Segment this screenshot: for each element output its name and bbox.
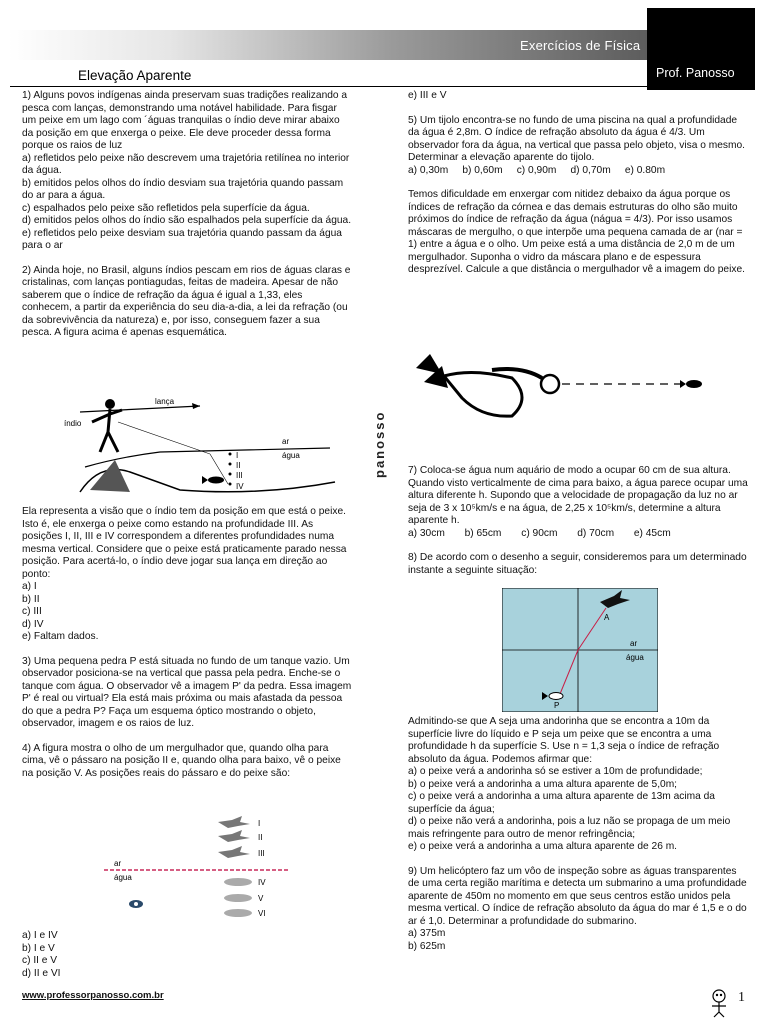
left-column-q2-q4 xyxy=(22,506,352,780)
fish-shape-iv xyxy=(224,878,252,886)
answer-option: a) o peixe verá a andorinha só se estiver a 10m de profundidade; xyxy=(408,766,703,777)
mascot-icon xyxy=(706,986,732,1018)
diver-body xyxy=(444,372,522,416)
question-text: Admitindo-se que A seja uma andorinha que se encontra a 10m da superfície livre do líquido e P seja um peixe que se encontra a uma profundidade h da superfície S. Use n = 1,3 seja o índice de refração absoluto da água. Podemos afirmar que: xyxy=(408,716,720,765)
bird-shape-i xyxy=(218,816,250,828)
answer-option: e) refletidos pelo peixe desviam sua trajetória quando passam da água para o ar xyxy=(22,227,342,251)
light-ray xyxy=(118,422,210,454)
header-author: Prof. Panosso xyxy=(656,66,735,80)
answer-option: c) III xyxy=(22,606,42,617)
indian-head xyxy=(105,399,115,409)
figure-diver-bird-fish xyxy=(100,812,300,924)
answer-option: e) III e V xyxy=(408,90,447,101)
question-text: 4) A figura mostra o olho de um mergulhador que, quando olha para cima, vê o pássaro na posição II e, quando olha para baixo, vê o peixe na posição V. As posições reais do pássaro e do peixe são: xyxy=(22,742,341,779)
answer-options-row: a) 30cm b) 65cm c) 90cm d) 70cm e) 45cm xyxy=(408,527,671,539)
answer-option: d) emitidos pelos olhos do índio são espalhados pela superfície da água. xyxy=(22,215,352,226)
fish-shape-vi xyxy=(224,909,252,917)
label-pos-i: I xyxy=(258,819,261,828)
question-text: Ela representa a visão que o índio tem da posição em que está o peixe. Isto é, ele enxerga o peixe como estando na profundidade III. As posições I, II, III e IV correspondem a diferentes profundidades numa mesma vertical. Considere que o peixe está praticamente parado nessa posição. Para acertá-lo, o índio deve jogar sua lança em direção ao ponto: xyxy=(22,506,347,580)
figure-indian-fishing xyxy=(60,392,340,504)
fish-shape-v xyxy=(224,894,252,902)
answer-option: b) I e V xyxy=(22,942,55,954)
answer-option: b) emitidos pelos olhos do índio desviam sua trajetória quando passam do ar para a água. xyxy=(22,177,344,201)
label-lanca: lança xyxy=(155,397,175,406)
answer-options-row: a) 0,30m b) 0,60m c) 0,90m d) 0,70m e) 0.80m xyxy=(408,164,666,176)
label-ar: ar xyxy=(282,437,290,446)
label-ar: ar xyxy=(630,639,638,648)
answer-option: a) 375m xyxy=(408,928,446,939)
answer-option: e) Faltam dados. xyxy=(22,631,99,642)
label-agua: água xyxy=(114,873,132,882)
left-column-q1-q2 xyxy=(22,90,352,340)
label-agua: água xyxy=(626,653,644,662)
label-pos-iv: IV xyxy=(258,878,266,887)
label-a: A xyxy=(604,613,610,622)
right-column-q7-q8 xyxy=(408,465,748,577)
page-number: 1 xyxy=(738,990,745,1005)
answer-option: d) o peixe não verá a andorinha, pois a luz não se propaga de um meio mais refringente para outro de menor refringência; xyxy=(408,816,731,840)
label-p: P xyxy=(554,701,560,710)
spear-line xyxy=(80,406,200,412)
question-text: 7) Coloca-se água num aquário de modo a ocupar 60 cm de sua altura. Quando visto verticalmente de cima para baixo, a água parece ocupar uma altura diferente h. Supondo que a velocidade de propagação da luz no ar seja de 3 x 10⁵km/s e na água, de 2,25 x 10⁵km/s, determine a altura aparente h. xyxy=(408,465,748,526)
question-text: 9) Um helicóptero faz um vôo de inspeção sobre as águas transparentes de uma certa região marítima e detecta um submarino a uma profundidade aparente de 450m no momento em que seus centros estão unidos pela mesma vertical. O índice de refração absoluto da água do mar é 1,5 e o do ar é 1,0. Determinar a profundidade do submarino. xyxy=(408,865,747,927)
answer-option: d) II e VI xyxy=(22,967,61,979)
answer-option: c) espalhados pelo peixe são refletidos pela superfície da água. xyxy=(22,202,310,214)
fish-shape xyxy=(686,380,702,388)
label-pos-vi: VI xyxy=(258,909,266,918)
question-text: 8) De acordo com o desenho a seguir, consideremos para um determinado instante a seguinte situação: xyxy=(408,552,747,576)
label-ar: ar xyxy=(114,859,122,868)
bird-shape-ii xyxy=(218,830,250,842)
page-topic: Elevação Aparente xyxy=(78,68,192,83)
question-text: 3) Uma pequena pedra P está situada no fundo de um tanque vazio. Um observador posiciona-se na vertical que passa pela pedra. Enche-se o tanque com água. O observador vê a imagem P' da pedra. Essa imagem P' é real ou virtual? Ela está mais próxima ou mais afastada da pessoa do que a pedra P? Faça um esquema óptico mostrando o objeto, observador, imagem e os raios de luz. xyxy=(22,655,352,729)
diver-mask xyxy=(541,375,559,393)
question-text: 5) Um tijolo encontra-se no fundo de uma piscina na qual a profundidade da água é 2,8m. O índice de refração absoluto da água é 4/3. Um observador fora da água, na vertical que passa pelo objeto, visa o mesmo. Determinar a elevação aparente do tijolo. xyxy=(408,114,745,163)
footer-website-link[interactable]: www.professorpanosso.com.br xyxy=(22,990,164,1001)
header-divider xyxy=(10,86,650,87)
bird-shape-iii xyxy=(218,846,250,858)
left-column-q4-options xyxy=(22,930,352,980)
label-pos-v: V xyxy=(258,894,264,903)
answer-option: d) IV xyxy=(22,618,44,630)
figure-diver-fish xyxy=(412,338,712,438)
answer-option: b) o peixe verá a andorinha a uma altura aparente de 5,0m; xyxy=(408,778,678,790)
brand-vertical: panosso xyxy=(372,410,387,478)
fish-shape xyxy=(549,693,563,700)
answer-option: c) o peixe verá a andorinha a uma altura aparente de 13m acima da superfície da água; xyxy=(408,791,715,815)
answer-option: c) II e V xyxy=(22,955,58,966)
answer-option: b) 625m xyxy=(408,940,446,952)
answer-option: a) I e IV xyxy=(22,930,58,941)
fish-shape xyxy=(208,477,224,484)
header-title: Exercícios de Física xyxy=(520,38,641,53)
answer-option: b) II xyxy=(22,593,40,605)
label-indio: índio xyxy=(64,419,82,428)
label-pos-iii: III xyxy=(258,849,265,858)
label-pos-ii: II xyxy=(258,833,263,842)
question-text: Temos dificuldade em enxergar com nitidez debaixo da água porque os índices de refração da córnea e das demais estruturas do olho são muito próximos do índice de refração da água (nágua = 4/3). Por isso usamos máscaras de mergulho, o que interpõe uma pequena camada de ar (nar = 1) entre a água e o olho. Um peixe está a uma distância de 2,0 m de um mergulhador. Suponha o vidro da máscara plano e de espessura desprezível. Calcule a que distância o mergulhador vê a imagem do peixe. xyxy=(408,189,745,275)
label-pos-i: I xyxy=(236,451,239,460)
fish-tail xyxy=(202,476,208,484)
answer-option: e) o peixe verá a andorinha a uma altura aparente de 26 m. xyxy=(408,841,678,852)
right-column-q4e-q6 xyxy=(408,90,748,277)
label-agua: água xyxy=(282,451,300,460)
figure-bird-fish-aquarium xyxy=(502,588,658,712)
question-text: 2) Ainda hoje, no Brasil, alguns índios pescam em rios de águas claras e cristalinas, com lanças pontiagudas, feitas de madeira. Apesar de não saberem que o índice de refração da água é igual a 1,33, eles conhecem, a partir da experiência do seu dia-a-dia, a lei da refração (ou da sobrevivência da natureza) e, por isso, conseguem fazer a sua pesca. A figura acima é apenas esquemática. xyxy=(22,264,351,338)
label-pos-iii: III xyxy=(236,471,243,480)
label-pos-iv: IV xyxy=(236,482,244,491)
right-column-q8-q9 xyxy=(408,716,748,953)
spear-tip xyxy=(192,403,200,409)
indian-body xyxy=(92,409,122,452)
question-text: 1) Alguns povos indígenas ainda preservam suas tradições realizando a pesca com lanças, demonstrando uma notável habilidade. Para fisgar um peixe em um lago com ´águas tranquilas o índio deve mirar abaixo da posição em que enxerga o peixe. Ele deve proceder dessa forma porque os raios de luz xyxy=(22,90,348,151)
answer-option: a) refletidos pelo peixe não descrevem uma trajetória retilínea no interior da água. xyxy=(22,152,350,176)
answer-option: a) I xyxy=(22,581,37,592)
label-pos-ii: II xyxy=(236,461,241,470)
fish-tail xyxy=(680,380,686,388)
